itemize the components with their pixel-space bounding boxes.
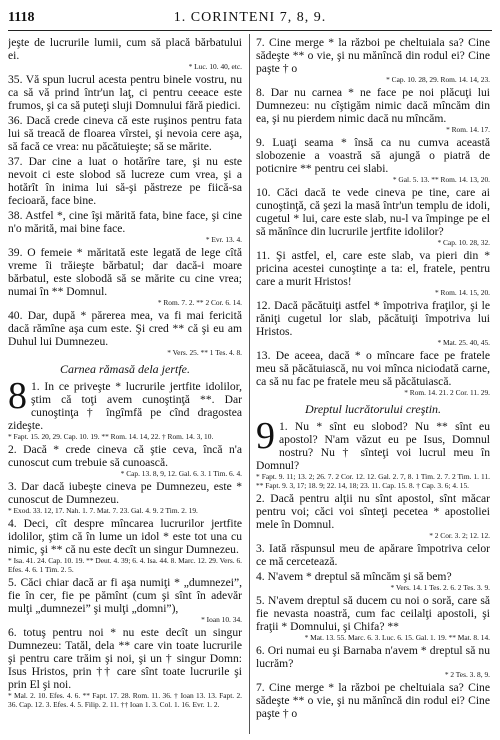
section-heading: Dreptul lucrătorului creştin. <box>304 402 442 416</box>
verse-8-3: 3. Dar dacă iubeşte cineva pe Dumnezeu, este * cunoscut de Dumnezeu. * Exod. 33. 12, 17. Nah. 1. 7. Mat. 7. 23. Gal. 4. 9. 2 Tim. 2. 19. <box>8 480 242 515</box>
cross-reference: * Evr. 13. 4. <box>205 235 242 244</box>
verse-8-6: 6. totuş pentru noi * nu este decît un singur Dumnezeu: Tatăl, dela ** care vin toate lucrurile şi pentru care trăim şi noi, şi un † singur Domn: Isus Hristos, prin †† care sînt toate lucrurile şi prin El şi noi. * Mal. 2. 10. Efes. 4. 6. ** Fapt. 17. 28. Rom. 11. 36. † Ioan 13. 13. Fapt. 2. 36. Cap. 12. 3. Efes. 4. 5. Filip. 2. 11. †† Ioan 1. 3. Col. 1. 16. Evr. 1. 2. <box>8 626 242 709</box>
verse-7-39: 39. O femeie * măritată este legată de lege cîtă vreme îi trăieşte bărbatul; dar dacă-i moare bărbatul, este slobodă să se mărite cu cine vrea; numai în ** Domnul. * Rom. 7. 2. ** 2 Cor. 6. 14. <box>8 246 242 307</box>
verse-7-37: 37. Dar cine a luat o hotărîre tare, şi nu este nevoit ci este slobod să lucreze cum vrea, şi a hotărît în inima lui să-şi păstreze pe fiică-sa fecioară, face bine. <box>8 155 242 207</box>
cross-reference: * Rom. 7. 2. ** 2 Cor. 6. 14. <box>157 298 242 307</box>
verse-8-7: 7. Cine merge * la război pe cheltuiala sa? Cine sădeşte ** o vie, şi nu mănîncă din rodul ei? Cine paşte † o * Cap. 10. 28, 29. Rom. 14. 14, 23. <box>256 36 490 84</box>
page-number: 1118 <box>8 10 35 25</box>
verse-8-8: 8. Dar nu carnea * ne face pe noi plăcuţi lui Dumnezeu: nu cîştigăm nimic dacă mîncăm din ea, şi nu pierdem nimic dacă nu mîncăm. * Rom. 14. 17. <box>256 86 490 134</box>
page-header <box>8 10 492 28</box>
cross-reference: * 2 Tes. 3. 8, 9. <box>444 670 490 679</box>
verse-text: jeşte de lucrurile lumii, cum să placă bărbatului ei. * Luc. 10. 40, etc. <box>8 36 242 71</box>
section-heading: Carnea rămasă dela jertfe. <box>60 362 190 376</box>
verse-7-38: 38. Astfel *, cine îşi mărită fata, bine face, şi cine n'o mărită, mai bine face. * Evr. 13. 4. <box>8 209 242 244</box>
cross-reference: * Rom. 14. 17. <box>446 125 490 134</box>
verse-8-12: 12. Dacă păcătuiţi astfel * împotriva fraţilor, şi le răniţi cugetul lor slab, păcătuiţi împotriva lui Hristos. * Mat. 25. 40, 45. <box>256 299 490 347</box>
left-column <box>8 36 242 734</box>
verse-7-40: 40. Dar, după * părerea mea, va fi mai fericită dacă rămîne aşa cum este. Şi cred ** că şi eu am Duhul lui Dumnezeu. * Vers. 25. ** 1 Tes. 4. 8. <box>8 309 242 357</box>
verse-8-9: 9. Luaţi seama * însă ca nu cumva această slobozenie a voastră să ajungă o piatră de poticnire ** pentru cei slabi. * Gal. 5. 13. ** Rom. 14. 13, 20. <box>256 136 490 184</box>
verse-8-2: 2. Dacă * crede cineva că ştie ceva, încă n'a cunoscut cum trebuie să cunoască. * Cap. 13. 8, 9, 12. Gal. 6. 3. 1 Tim. 6. 4. <box>8 443 242 478</box>
cross-reference: * Mat. 13. 55. Marc. 6. 3. Luc. 6. 15. Gal. 1. 19. ** Mat. 8. 14. <box>304 633 490 642</box>
cross-reference: * Cap. 10. 28, 32. <box>437 238 490 247</box>
header-rule <box>8 30 492 31</box>
verse-7-35: 35. Vă spun lucrul acesta pentru binele vostru, nu ca să vă prind într'un laţ, ci pentru ceeace este frumos, şi ca să puteţi sluji Domnului fără piedici. <box>8 73 242 112</box>
verse-8-5: 5. Căci chiar dacă ar fi aşa numiţi * „dumnezei”, fie în cer, fie pe pămînt (cum şi sînt în adevăr mulţi „dumnezei” şi mulţi „domni”), * Ioan 10. 34. <box>8 576 242 624</box>
verse-7-36: 36. Dacă crede cineva că este ruşinos pentru fata lui să treacă de floarea vîrstei, şi nevoia cere aşa, să facă ce vrea: nu păcătuieşte; să se mărite. <box>8 114 242 153</box>
cross-reference: * Rom. 14. 15, 20. <box>434 288 490 297</box>
verse-8-4: 4. Deci, cît despre mîncarea lucrurilor jertfite idolilor, ştim că în lume un idol * este tot una cu nimic, şi ** că nu este decît un singur Dumnezeu. * Isa. 41. 24. Cap. 10. 19. ** Deut. 4. 39; 6. 4. Isa. 44. 8. Marc. 12. 29. Vers. 6. Efes. 4. 6. 1 Tim. 2. 5. <box>8 517 242 574</box>
verse-8-13: 13. De aceea, dacă * o mîncare face pe fratele meu să păcătuiască, nu voi mînca niciodată carne, ca să nu fac pe fratele meu să păcătuiască. * Rom. 14. 21. 2 Cor. 11. 29. <box>256 349 490 397</box>
verse-9-6: 6. Ori numai eu şi Barnaba n'avem * dreptul să nu lucrăm? * 2 Tes. 3. 8, 9. <box>256 644 490 679</box>
right-column <box>256 36 490 734</box>
cross-reference: * Mal. 2. 10. Efes. 4. 6. ** Fapt. 17. 28. Rom. 11. 36. † Ioan 13. 13. Fapt. 2. 36. Cap. 12. 3. Efes. 4. 5. Filip. 2. 11. †† Ioan 1. 3. Col. 1. 16. Evr. 1. 2. <box>8 691 242 709</box>
cross-reference: * Mat. 25. 40, 45. <box>437 338 490 347</box>
cross-reference: * Exod. 33. 12, 17. Nah. 1. 7. Mat. 7. 23. Gal. 4. 9. 2 Tim. 2. 19. <box>8 506 198 515</box>
verse-8-1: 8 1. In ce priveşte * lucrurile jertfite idolilor, ştim că toţi avem cunoştinţă **. Dar cunoştinţa † îngîmfă pe cînd dragostea zideşte. * Fapt. 15. 20, 29. Cap. 10. 19. ** Rom. 14. 14, 22. † Rom. 14. 3, 10. <box>8 375 242 441</box>
verse-9-7: 7. Cine merge * la război pe cheltuiala sa? Cine sădeşte ** o vie, şi nu mănîncă din rodul ei? Cine paşte † o <box>256 681 490 720</box>
running-title: 1. CORINTENI 7, 8, 9. <box>173 10 327 25</box>
cross-reference: * Gal. 5. 13. ** Rom. 14. 13, 20. <box>392 175 490 184</box>
cross-reference: * Isa. 41. 24. Cap. 10. 19. ** Deut. 4. 39; 6. 4. Isa. 44. 8. Marc. 12. 29. Vers. 6. Efes. 4. 6. 1 Tim. 2. 5. <box>8 556 242 574</box>
verse-9-4: 4. N'avem * dreptul să mîncăm şi să bem? * Vers. 14. 1 Tes. 2. 6. 2 Tes. 3. 9. <box>256 570 490 592</box>
cross-reference: * 2 Cor. 3. 2; 12. 12. <box>429 531 490 540</box>
chapter-number: 9 <box>256 415 275 457</box>
chapter-number: 8 <box>8 375 27 417</box>
verse-9-5: 5. N'avem dreptul să ducem cu noi o soră, care să fie nevasta noastră, cum fac ceilalţi apostoli, şi fraţii * Domnului, şi Chifa? ** * Mat. 13. 55. Marc. 6. 3. Luc. 6. 15. Gal. 1. 19. ** Mat. 8. 14. <box>256 594 490 642</box>
cross-reference: * Rom. 14. 21. 2 Cor. 11. 29. <box>404 388 490 397</box>
cross-reference: * Vers. 25. ** 1 Tes. 4. 8. <box>167 348 242 357</box>
cross-reference: * Vers. 14. 1 Tes. 2. 6. 2 Tes. 3. 9. <box>390 583 490 592</box>
column-divider <box>249 34 250 734</box>
verse-8-10: 10. Căci dacă te vede cineva pe tine, care ai cunoştinţă, că şezi la masă într'un templu de idoli, cugetul * lui, care este slab, nu-l va împinge pe el să mănînce din lucrurile jertfite idolilor? * Cap. 10. 28, 32. <box>256 186 490 247</box>
cross-reference: * Fapt. 15. 20, 29. Cap. 10. 19. ** Rom. 14. 14, 22. † Rom. 14. 3, 10. <box>8 432 214 441</box>
cross-reference: * Ioan 10. 34. <box>201 615 242 624</box>
cross-reference: * Cap. 10. 28, 29. Rom. 14. 14, 23. <box>386 75 490 84</box>
verse-9-2: 2. Dacă pentru alţii nu sînt apostol, sînt măcar pentru voi; căci voi sînteţi pecetea * apostoliei mele în Domnul. * 2 Cor. 3. 2; 12. 12. <box>256 492 490 540</box>
verse-9-3: 3. Iată răspunsul meu de apărare împotriva celor ce mă cercetează. <box>256 542 490 568</box>
cross-reference: * Fapt. 9. 11; 13. 2; 26. 7. 2 Cor. 12. 12. Gal. 2. 7, 8. 1 Tim. 2. 7. 2 Tim. 1. 11. ** Fapt. 9. 3, 17; 18. 9; 22. 14, 18; 23. 11. Cap. 15. 8. † Cap. 3. 6; 4. 15. <box>256 472 490 490</box>
verse-8-11: 11. Şi astfel, el, care este slab, va pieri din * pricina acestei cunoştinţe a ta: el, fratele, pentru care a murit Hristos! * Rom. 14. 15, 20. <box>256 249 490 297</box>
cross-reference: * Luc. 10. 40, etc. <box>188 62 242 71</box>
verse-9-1: 9 1. Nu * sînt eu slobod? Nu ** sînt eu apostol? N'am văzut eu pe Isus, Domnul nostru? Nu † sînteţi voi lucrul meu în Domnul? * Fapt. 9. 11; 13. 2; 26. 7. 2 Cor. 12. 12. Gal. 2. 7, 8. 1 Tim. 2. 7. 2 Tim. 1. 11. ** Fapt. 9. 3, 17; 18. 9; 22. 14, 18; 23. 11. Cap. 15. 8. † Cap. 3. 6; 4. 15. <box>256 415 490 490</box>
cross-reference: * Cap. 13. 8, 9, 12. Gal. 6. 3. 1 Tim. 6. 4. <box>120 469 242 478</box>
